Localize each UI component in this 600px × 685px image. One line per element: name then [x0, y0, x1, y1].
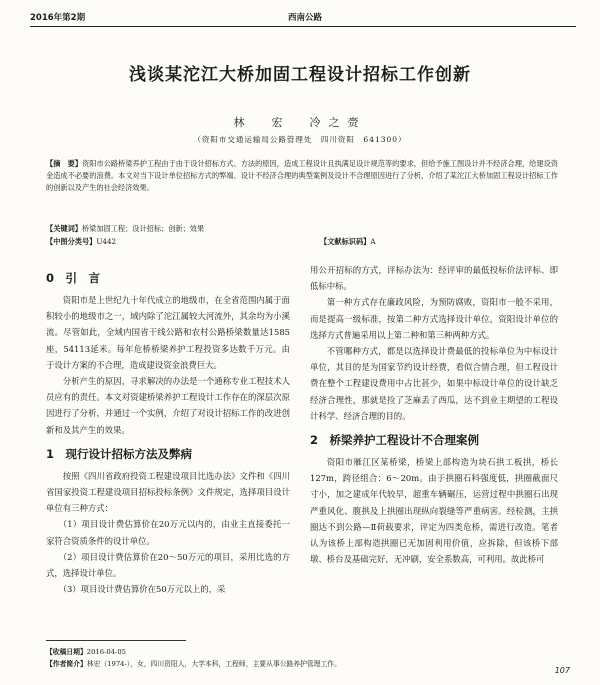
paragraph: 不管哪种方式，都是以选择设计费最低的投标单位为中标设计单位，其目的是为国家节约设计经费，看似合情合理，但工程设计费在整个工程建设费用中占比甚少，如果中标设计单位的设计缺乏经济合理性，那就是捡了芝麻丢了西瓜，达不到业主期望的工程设计科学、经济合理的目的。 [310, 346, 558, 421]
keywords-text: 桥梁加固工程；设计招标；创新；效果 [81, 224, 205, 233]
received-date [46, 646, 556, 658]
received-value: 2016-04-05 [86, 648, 126, 656]
paragraph: 资阳市是上世纪九十年代成立的地级市，在全省范围内属于面积较小的地级市之一，域内除了沱江属较大河流外，其余均为小溪流。尽管如此，全域内国省干线公路和农村公路桥梁数量达1585座，54113延米。每年危桥桥梁养护工程投资多达数千万元。由于设计方案的不合理，造成建设资金浪费巨大。 [46, 295, 290, 370]
abstract [46, 158, 558, 195]
authors: 林 宏 冷之赍 [233, 116, 367, 129]
document-code [320, 237, 376, 247]
header-rule [30, 26, 576, 27]
keywords-label: 【关键词】 [46, 224, 82, 233]
author-bio [46, 658, 556, 670]
left-column [46, 262, 290, 597]
issue-label: 2016年第2期 [30, 13, 86, 23]
classification [46, 237, 116, 247]
doc-code-label: 【文献标识码】 [320, 237, 371, 246]
paragraph: 分析产生的原因，寻求解决的办法是一个通称专业工程技术人员应有的责任。本文对资建桥梁养护工程设计工作存在的深层次原因进行了分析，并通过一个实例，介绍了对设计招标工作的改进创新和及其产生的效果。 [46, 376, 290, 435]
list-item: （3）项目设计费估算价在50万元以上的，采 [58, 584, 226, 595]
doc-code-value: A [370, 237, 376, 246]
section-2-heading: 2 桥梁养护工程设计不合理案例 [310, 433, 479, 448]
right-column [310, 262, 558, 567]
section-1-heading: 1 现行设计招标方法及弊病 [46, 446, 193, 461]
classification-label: 【中图分类号】 [46, 237, 97, 246]
abstract-text: 资阳市公路桥梁养护工程由于由于设计招标方式、方法的原因，造成工程设计且执满足设计规范等的要求，但给予施工图设计并不经济合理，给建设资金造成不必要的浪费。本文对当下设计单位招标方式的弊端、设计不经济合理的典型案例及设计不合理原因进行了分析，介绍了某沱江大桥加固工程设计招标工作的创新以及产生的社会经济效果。 [46, 159, 558, 193]
paragraph: 资阳市雁江区某桥梁，桥梁上部构造为块石拱工板拱，桥长127m，跨径组合：6～20m。由于拱圈石料强度低，拱圈截面尺寸小，加之建成年代较早，超重车辆碾压，运营过程中拱圈石出现严重风化、腹拱及上拱圈出现纵向裂缝等严重病害。经检测，主拱圈达不到公路—Ⅱ荷载要求，评定为四类危桥，需进行改造。笔者认为该桥上部构造拱圈已无加固利用价值，应拆除，但该桥下部墩、桥台及基础完好，无冲刷，安全系数高，可利用。故此桥可 [310, 457, 558, 565]
paragraph: 按照《四川省政府投资工程建设项目比选办法》文件和《四川省国家投资工程建设项目招标投标条例》文件规定，选择项目设计单位有三种方式： [46, 470, 290, 514]
received-label: 【收稿日期】 [46, 648, 87, 656]
footnote-rule [46, 640, 186, 641]
page-number: 107 [554, 666, 570, 675]
paragraph: 用公开招标的方式，评标办法为：经评审的最低投标价法评标、即低标中标。 [310, 265, 558, 292]
footnotes [46, 646, 556, 670]
paragraph: 第一种方式存在廉政风险，为预防腐败，资阳市一般不采用，而是提高一级标准，按第二种方式选择设计单位，资阳设计单位的选择方式普遍采用以上第二种和第三种两种方式。 [310, 297, 558, 340]
list-item: （1）项目设计费估算价在20万元以内的，由业主直接委托一家符合资质条件的设计单位。 [46, 519, 290, 546]
keywords [46, 224, 204, 234]
classification-value: U442 [96, 237, 117, 246]
section-0-heading: 0 引 言 [46, 271, 101, 285]
running-header [30, 10, 576, 24]
author-bio-text: 林宏（1974-），女，四川资阳人，大学本科，工程师，主要从事公路养护管理工作。 [86, 660, 341, 668]
list-item: （2）项目设计费估算价在20～50万元的项目，采用比选的方式，选择设计单位。 [46, 551, 290, 579]
affiliation: （资阳市交通运输局公路管理处 四川资阳 641300） [193, 135, 407, 144]
journal-name: 西南公路 [288, 13, 323, 23]
article-title: 浅谈某沱江大桥加固工程设计招标工作创新 [129, 65, 471, 85]
abstract-label: 【摘 要】 [46, 159, 83, 168]
author-bio-label: 【作者简介】 [46, 660, 87, 668]
